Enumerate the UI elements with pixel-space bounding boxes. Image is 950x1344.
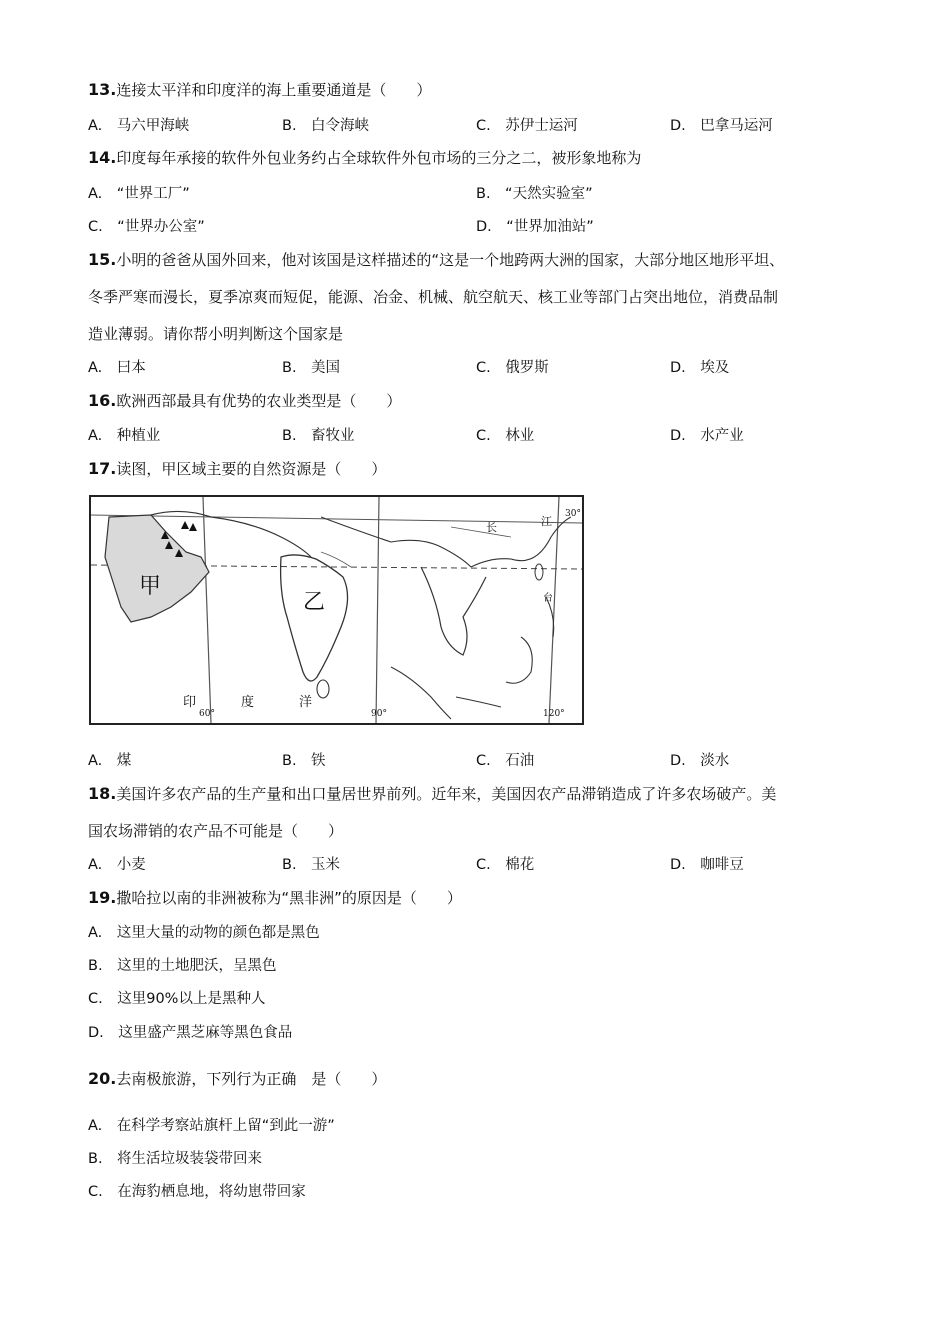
question-number: 17. xyxy=(88,459,117,478)
option-c: C. 在海豹栖息地，将幼崽带回家 xyxy=(88,1184,306,1200)
map-lat-30: 30° xyxy=(565,509,581,519)
question-14 xyxy=(88,148,641,168)
question-stem: 印度每年承接的软件外包业务约占全球软件外包市场的三分之二，被形象地称为 xyxy=(116,149,642,167)
option-d: D. 水产业 xyxy=(670,428,744,444)
question-stem: 读图，甲区域主要的自然资源是（ ） xyxy=(116,460,387,478)
option-c: C. 林业 xyxy=(476,428,535,444)
option-a: A. 小麦 xyxy=(88,857,146,873)
option-d: D. 咖啡豆 xyxy=(670,857,744,873)
option-a: A. 马六甲海峡 xyxy=(88,118,190,134)
option-d: D. 巴拿马运河 xyxy=(670,118,773,134)
option-c: C. “世界办公室” xyxy=(88,219,205,235)
question-16 xyxy=(88,391,401,411)
question-19 xyxy=(88,888,462,908)
option-b: B. 玉米 xyxy=(282,857,341,873)
question-number: 20. xyxy=(88,1069,117,1088)
option-a: A. “世界工厂” xyxy=(88,186,190,202)
option-a: A. 曰本 xyxy=(88,360,146,376)
question-stem-line: 小明的爸爸从国外回来，他对该国是这样描述的“这是一个地跨两大洲的国家，大部分地区地形平坦、 xyxy=(116,251,785,269)
option-c: C. 这里90%以上是黑种人 xyxy=(88,991,266,1007)
option-d: D. 淡水 xyxy=(670,753,730,769)
map-lon-120: 120° xyxy=(543,709,565,719)
option-b: B. 铁 xyxy=(282,753,326,769)
question-stem: 欧洲西部最具有优势的农业类型是（ ） xyxy=(116,392,402,410)
map-label-yi: 乙 xyxy=(303,590,326,615)
question-stem-line: 冬季严寒而漫长，夏季凉爽而短促，能源、冶金、机械、航空航天、核工业等部门占突出地位，消费品制 xyxy=(88,288,779,306)
question-13 xyxy=(88,80,431,100)
option-c: C. 棉花 xyxy=(476,857,535,873)
option-b: B. “天然实验室” xyxy=(476,186,593,202)
question-17 xyxy=(88,459,386,479)
option-d: D. 埃及 xyxy=(670,360,730,376)
map-ocean-char: 度 xyxy=(241,695,255,710)
question-number: 18. xyxy=(88,784,117,803)
map-ocean-char: 洋 xyxy=(299,695,313,710)
question-number: 19. xyxy=(88,888,117,907)
option-d: D. 这里盛产黑芝麻等黑色食品 xyxy=(88,1025,293,1041)
option-a: A. 种植业 xyxy=(88,428,161,444)
option-c: C. 石油 xyxy=(476,753,535,769)
option-c: C. 苏伊士运河 xyxy=(476,118,578,134)
option-a: A. 在科学考察站旗杆上留“到此一游” xyxy=(88,1118,335,1134)
option-c: C. 俄罗斯 xyxy=(476,360,549,376)
map-label-chang: 长 xyxy=(486,521,497,534)
map-lon-90: 90° xyxy=(371,709,387,719)
map-lon-60: 60° xyxy=(199,709,215,719)
option-a: A. 这里大量的动物的颜色都是黑色 xyxy=(88,925,320,941)
map-drawing xyxy=(91,497,582,723)
option-b: B. 畜牧业 xyxy=(282,428,355,444)
question-number: 14. xyxy=(88,148,117,167)
question-stem-line: 美国许多农产品的生产量和出口量居世界前列。近年来，美国因农产品滞销造成了许多农场破产。美 xyxy=(116,785,777,803)
question-20 xyxy=(88,1069,386,1089)
question-number: 13. xyxy=(88,80,117,99)
question-number: 15. xyxy=(88,250,117,269)
map-label-tai: 台 xyxy=(543,593,553,604)
question-15 xyxy=(88,250,784,270)
map-label-jia: 甲 xyxy=(139,574,162,599)
map-label-jiang: 江 xyxy=(541,515,552,528)
question-stem-line: 造业薄弱。请你帮小明判断这个国家是 xyxy=(88,325,344,343)
map-ocean-char: 印 xyxy=(183,695,197,710)
question-stem: 连接太平洋和印度洋的海上重要通道是（ ） xyxy=(116,81,432,99)
option-b: B. 将生活垃圾装袋带回来 xyxy=(88,1151,263,1167)
question-number: 16. xyxy=(88,391,117,410)
option-a: A. 煤 xyxy=(88,753,132,769)
region-map xyxy=(89,495,584,725)
question-stem-line: 国农场滞销的农产品不可能是（ ） xyxy=(88,822,344,840)
option-d: D. “世界加油站” xyxy=(476,219,594,235)
option-b: B. 白令海峡 xyxy=(282,118,370,134)
option-b: B. 这里的土地肥沃，呈黑色 xyxy=(88,958,277,974)
question-18 xyxy=(88,784,776,804)
question-stem: 去南极旅游，下列行为正确 是（ ） xyxy=(116,1070,387,1088)
question-stem: 撒哈拉以南的非洲被称为“黑非洲”的原因是（ ） xyxy=(116,889,462,907)
option-b: B. 美国 xyxy=(282,360,341,376)
